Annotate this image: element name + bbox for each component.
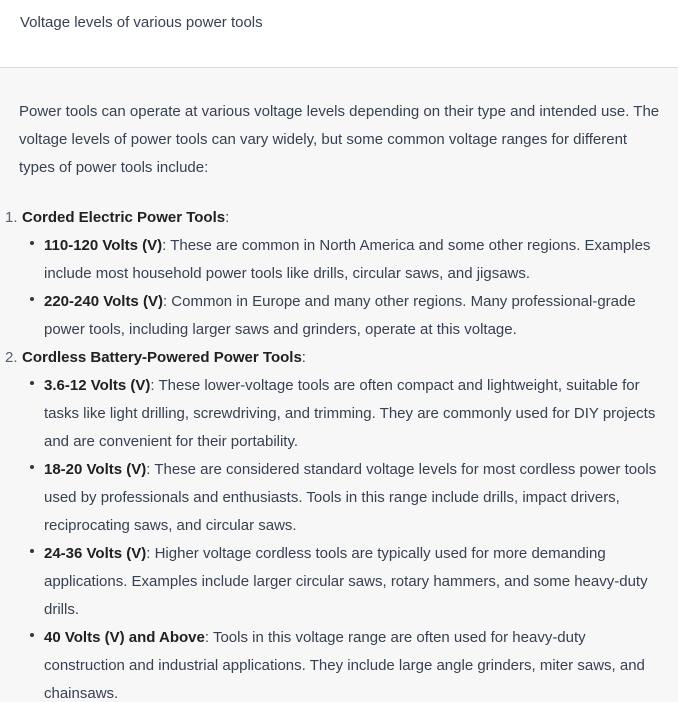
category-title-bold: Cordless Battery-Powered Power Tools xyxy=(22,349,302,366)
bullet-term: 220-240 Volts (V) xyxy=(44,293,163,310)
bullet-icon xyxy=(30,381,34,385)
list-item-cordless xyxy=(5,344,661,702)
category-title xyxy=(22,209,229,226)
category-title-colon: : xyxy=(301,349,306,366)
cordless-bullet-list xyxy=(22,372,661,702)
bullet-term: 40 Volts (V) and Above xyxy=(44,629,205,646)
bullet-desc: : These lower-voltage tools are often compact and lightweight, suitable for tasks like light drilling, screwdriving, and trimming. They are commonly used for DIY projects and are convenient for their portability. xyxy=(44,377,656,450)
bullet-icon xyxy=(30,465,34,469)
list-number: 1. xyxy=(5,209,18,226)
assistant-intro-paragraph: Power tools can operate at various voltage levels depending on their type and intended use. The voltage levels of power tools can vary widely, but some common voltage ranges for different types of power tools include: xyxy=(19,103,660,176)
user-message-text: Voltage levels of various power tools xyxy=(20,14,263,31)
bullet-item xyxy=(22,456,661,540)
bullet-icon xyxy=(30,241,34,245)
bullet-desc: : Tools in this voltage range are often used for heavy-duty construction and industrial applications. They include large angle grinders, miter saws, and chainsaws. xyxy=(44,629,645,702)
bullet-term: 18-20 Volts (V) xyxy=(44,461,147,478)
bullet-item xyxy=(22,624,661,702)
assistant-message-row xyxy=(0,68,678,702)
bullet-desc: : Common in Europe and many other regions. Many professional-grade power tools, including larger saws and grinders, operate at this voltage. xyxy=(44,293,636,338)
bullet-icon xyxy=(30,549,34,553)
user-message-row xyxy=(0,0,678,68)
bullet-term: 110-120 Volts (V) xyxy=(44,237,163,254)
bullet-item xyxy=(22,372,661,456)
bullet-desc: : Higher voltage cordless tools are typically used for more demanding applications. Examples include larger circular saws, rotary hammers, and some heavy-duty drills. xyxy=(44,545,648,618)
category-title-bold: Corded Electric Power Tools xyxy=(22,209,226,226)
bullet-desc: : These are considered standard voltage levels for most cordless power tools used by professionals and enthusiasts. Tools in this range include drills, impact drivers, reciprocating saws, and circular saws. xyxy=(44,461,657,534)
voltage-category-list xyxy=(5,204,661,702)
list-number: 2. xyxy=(5,349,18,366)
bullet-item xyxy=(22,232,661,288)
bullet-item xyxy=(22,288,661,344)
category-title-colon: : xyxy=(225,209,230,226)
corded-bullet-list xyxy=(22,232,661,344)
category-title xyxy=(22,349,306,366)
bullet-term: 3.6-12 Volts (V) xyxy=(44,377,151,394)
bullet-icon xyxy=(30,633,34,637)
bullet-icon xyxy=(30,297,34,301)
bullet-desc: : These are common in North America and some other regions. Examples include most household power tools like drills, circular saws, and jigsaws. xyxy=(44,237,651,282)
list-item-corded xyxy=(5,204,661,344)
bullet-term: 24-36 Volts (V) xyxy=(44,545,147,562)
bullet-item xyxy=(22,540,661,624)
